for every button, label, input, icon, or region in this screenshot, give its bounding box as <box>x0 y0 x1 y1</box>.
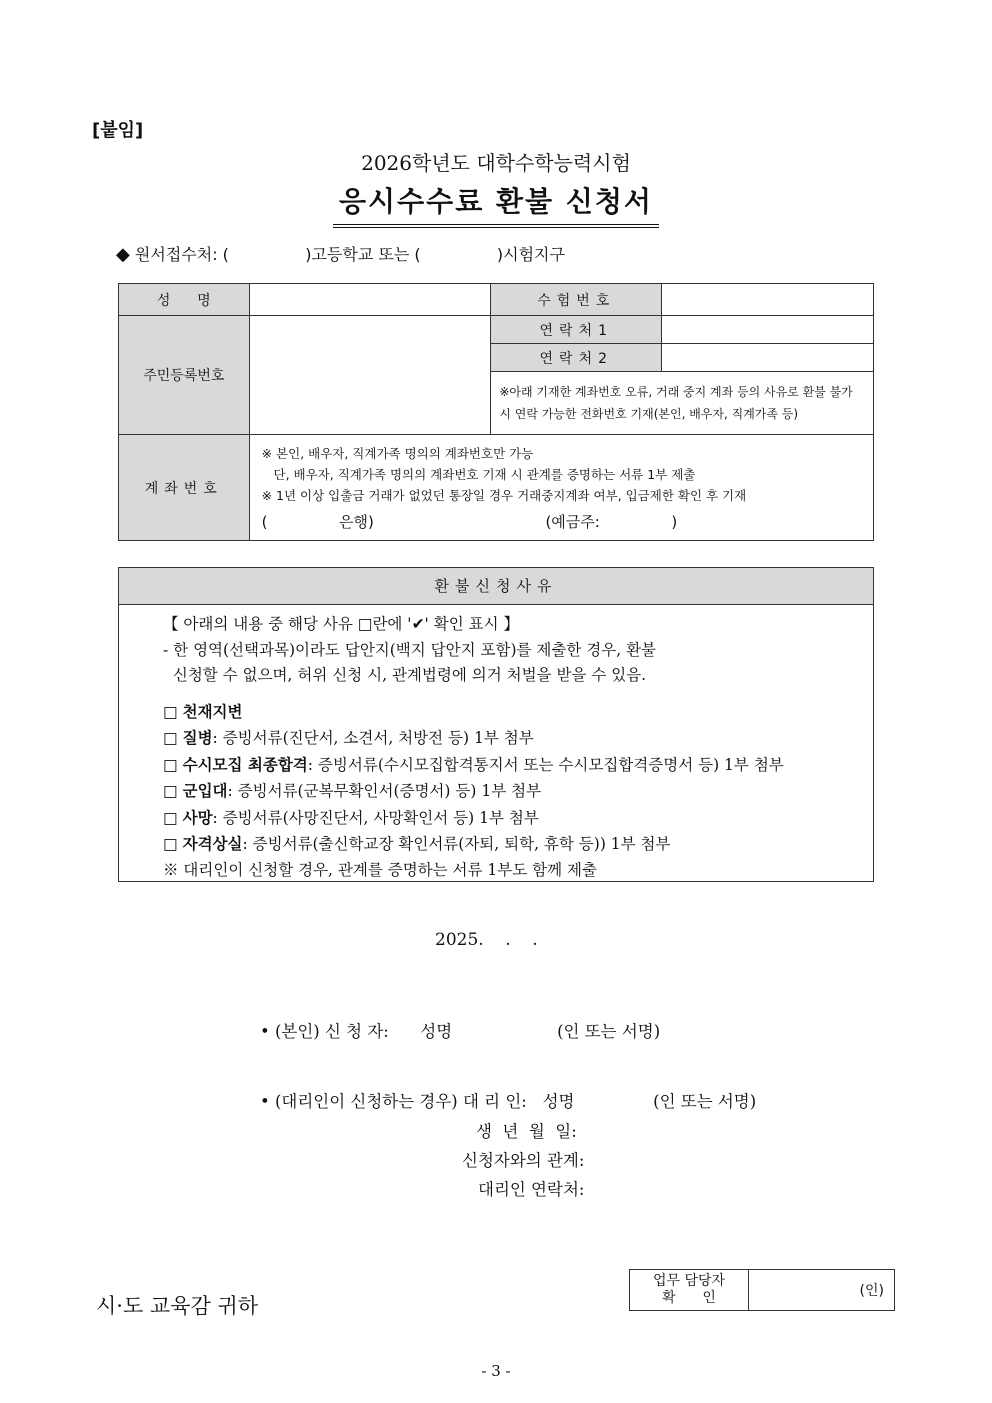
reason-checkbox[interactable]: □ <box>163 729 178 747</box>
reason-item <box>163 778 784 805</box>
confirm-seal: (인) <box>859 1283 884 1299</box>
reason-name: 군입대 <box>182 781 228 800</box>
exam-number-field[interactable] <box>662 284 874 316</box>
name-field[interactable] <box>249 284 491 316</box>
reason-detail: : 증빙서류(출신학교장 확인서류(자퇴, 퇴학, 휴학 등)) 1부 첨부 <box>242 835 671 853</box>
reason-detail: : 증빙서류(사망진단서, 사망확인서 등) 1부 첨부 <box>212 808 539 827</box>
warning-line-2: 신청할 수 없으며, 허위 신청 시, 관계법령에 의거 처벌을 받을 수 있음. <box>163 666 647 684</box>
account-note-3: ※ 1년 이상 입출금 거래가 없었던 통장일 경우 거래중지계좌 여부, 입금제한 확인 후 기재 <box>261 487 747 503</box>
confirm-label-line-2: 확 인 <box>662 1290 716 1306</box>
reason-checkbox[interactable]: □ <box>163 808 178 827</box>
date-line: 2025. . . <box>435 930 538 950</box>
confirm-seal-field[interactable] <box>749 1270 895 1311</box>
proxy-contact-label: 대리인 연락처: <box>478 1180 585 1199</box>
reason-name: 질병 <box>182 728 213 747</box>
applicant-table <box>118 283 874 541</box>
contact2-field[interactable] <box>662 344 874 372</box>
form-subtitle: 2026학년도 대학수학능력시험 <box>361 151 631 175</box>
exam-number-label: 수험번호 <box>491 284 662 316</box>
confirm-label <box>630 1270 749 1311</box>
reason-name: 사망 <box>182 807 213 827</box>
warning-line-1: - 한 영역(선택과목)이라도 답안지(백지 답안지 포함)를 제출한 경우, 환불 <box>163 640 657 659</box>
account-field[interactable] <box>249 435 873 541</box>
reason-checkbox[interactable]: □ <box>163 782 178 800</box>
reason-detail: : 증빙서류(군복무확인서(증명서) 등) 1부 첨부 <box>227 782 542 800</box>
resident-number-label: 주민등록번호 <box>119 316 250 435</box>
reason-detail: : 증빙서류(수시모집합격통지서 또는 수시모집합격증명서 등) 1부 첨부 <box>307 755 784 774</box>
reason-detail: : 증빙서류(진단서, 소견서, 처방전 등) 1부 첨부 <box>212 729 534 747</box>
resident-number-field[interactable] <box>249 316 491 435</box>
contact1-label: 연락처1 <box>491 316 662 344</box>
reception-line <box>116 242 565 265</box>
name-label: 성 명 <box>119 284 250 316</box>
refund-reasons-header: 환불신청사유 <box>119 568 873 605</box>
account-label: 계좌번호 <box>119 435 250 541</box>
reason-name: 자격상실 <box>182 834 243 853</box>
self-signature-line: • (본인) 신 청 자: 성명 (인 또는 서명) <box>260 1022 661 1041</box>
form-title: 응시수수료 환불 신청서 <box>333 180 659 228</box>
reason-item <box>163 805 784 832</box>
confirm-box <box>629 1269 895 1311</box>
relation-label: 신청자와의 관계: <box>462 1151 585 1170</box>
diamond-bullet-icon: ◆ <box>116 244 130 265</box>
account-note-2: 단, 배우자, 직계가족 명의의 계좌번호 기재 시 관계를 증명하는 서류 1부 제출 <box>261 466 696 482</box>
reception-text: 원서접수처: ( )고등학교 또는 ( )시험지구 <box>129 245 565 264</box>
reason-name: 천재지변 <box>182 701 243 721</box>
reason-name: 수시모집 최종합격 <box>182 754 308 774</box>
confirm-label-line-1: 업무 담당자 <box>652 1273 726 1289</box>
reason-checkbox[interactable]: □ <box>163 755 178 774</box>
account-note-1: ※ 본인, 배우자, 직계가족 명의의 계좌번호만 가능 <box>261 445 534 461</box>
reason-item <box>163 699 784 726</box>
reason-item <box>163 831 784 858</box>
contact2-label: 연락처2 <box>491 344 662 372</box>
proxy-signature-line: • (대리인이 신청하는 경우) 대 리 인: 성명 (인 또는 서명) <box>260 1092 757 1111</box>
contact-note: ※아래 기재한 계좌번호 오류, 거래 중지 계좌 등의 사유로 환불 불가 시 연락 가능한 전화번호 기재(본인, 배우자, 직계가족 등) <box>491 372 874 435</box>
birth-label: 생 년 월 일: <box>476 1122 577 1141</box>
reason-checkbox[interactable]: □ <box>163 835 178 853</box>
proxy-note: ※ 대리인이 신청할 경우, 관계를 증명하는 서류 1부도 함께 제출 <box>163 860 597 879</box>
instruction-line: 【 아래의 내용 중 해당 사유 □란에 '✔' 확인 표시 】 <box>163 615 519 633</box>
contact1-field[interactable] <box>662 316 874 344</box>
reason-checkbox[interactable]: □ <box>163 702 178 721</box>
page-number: - 3 - <box>481 1362 511 1380</box>
attachment-label: [붙임] <box>92 120 144 141</box>
reason-item <box>163 725 784 752</box>
refund-reasons-box <box>118 567 874 882</box>
bank-line: ( 은행) (예금주: ) <box>261 512 678 531</box>
addressee: 시·도 교육감 귀하 <box>96 1294 259 1318</box>
reason-item <box>163 752 784 779</box>
